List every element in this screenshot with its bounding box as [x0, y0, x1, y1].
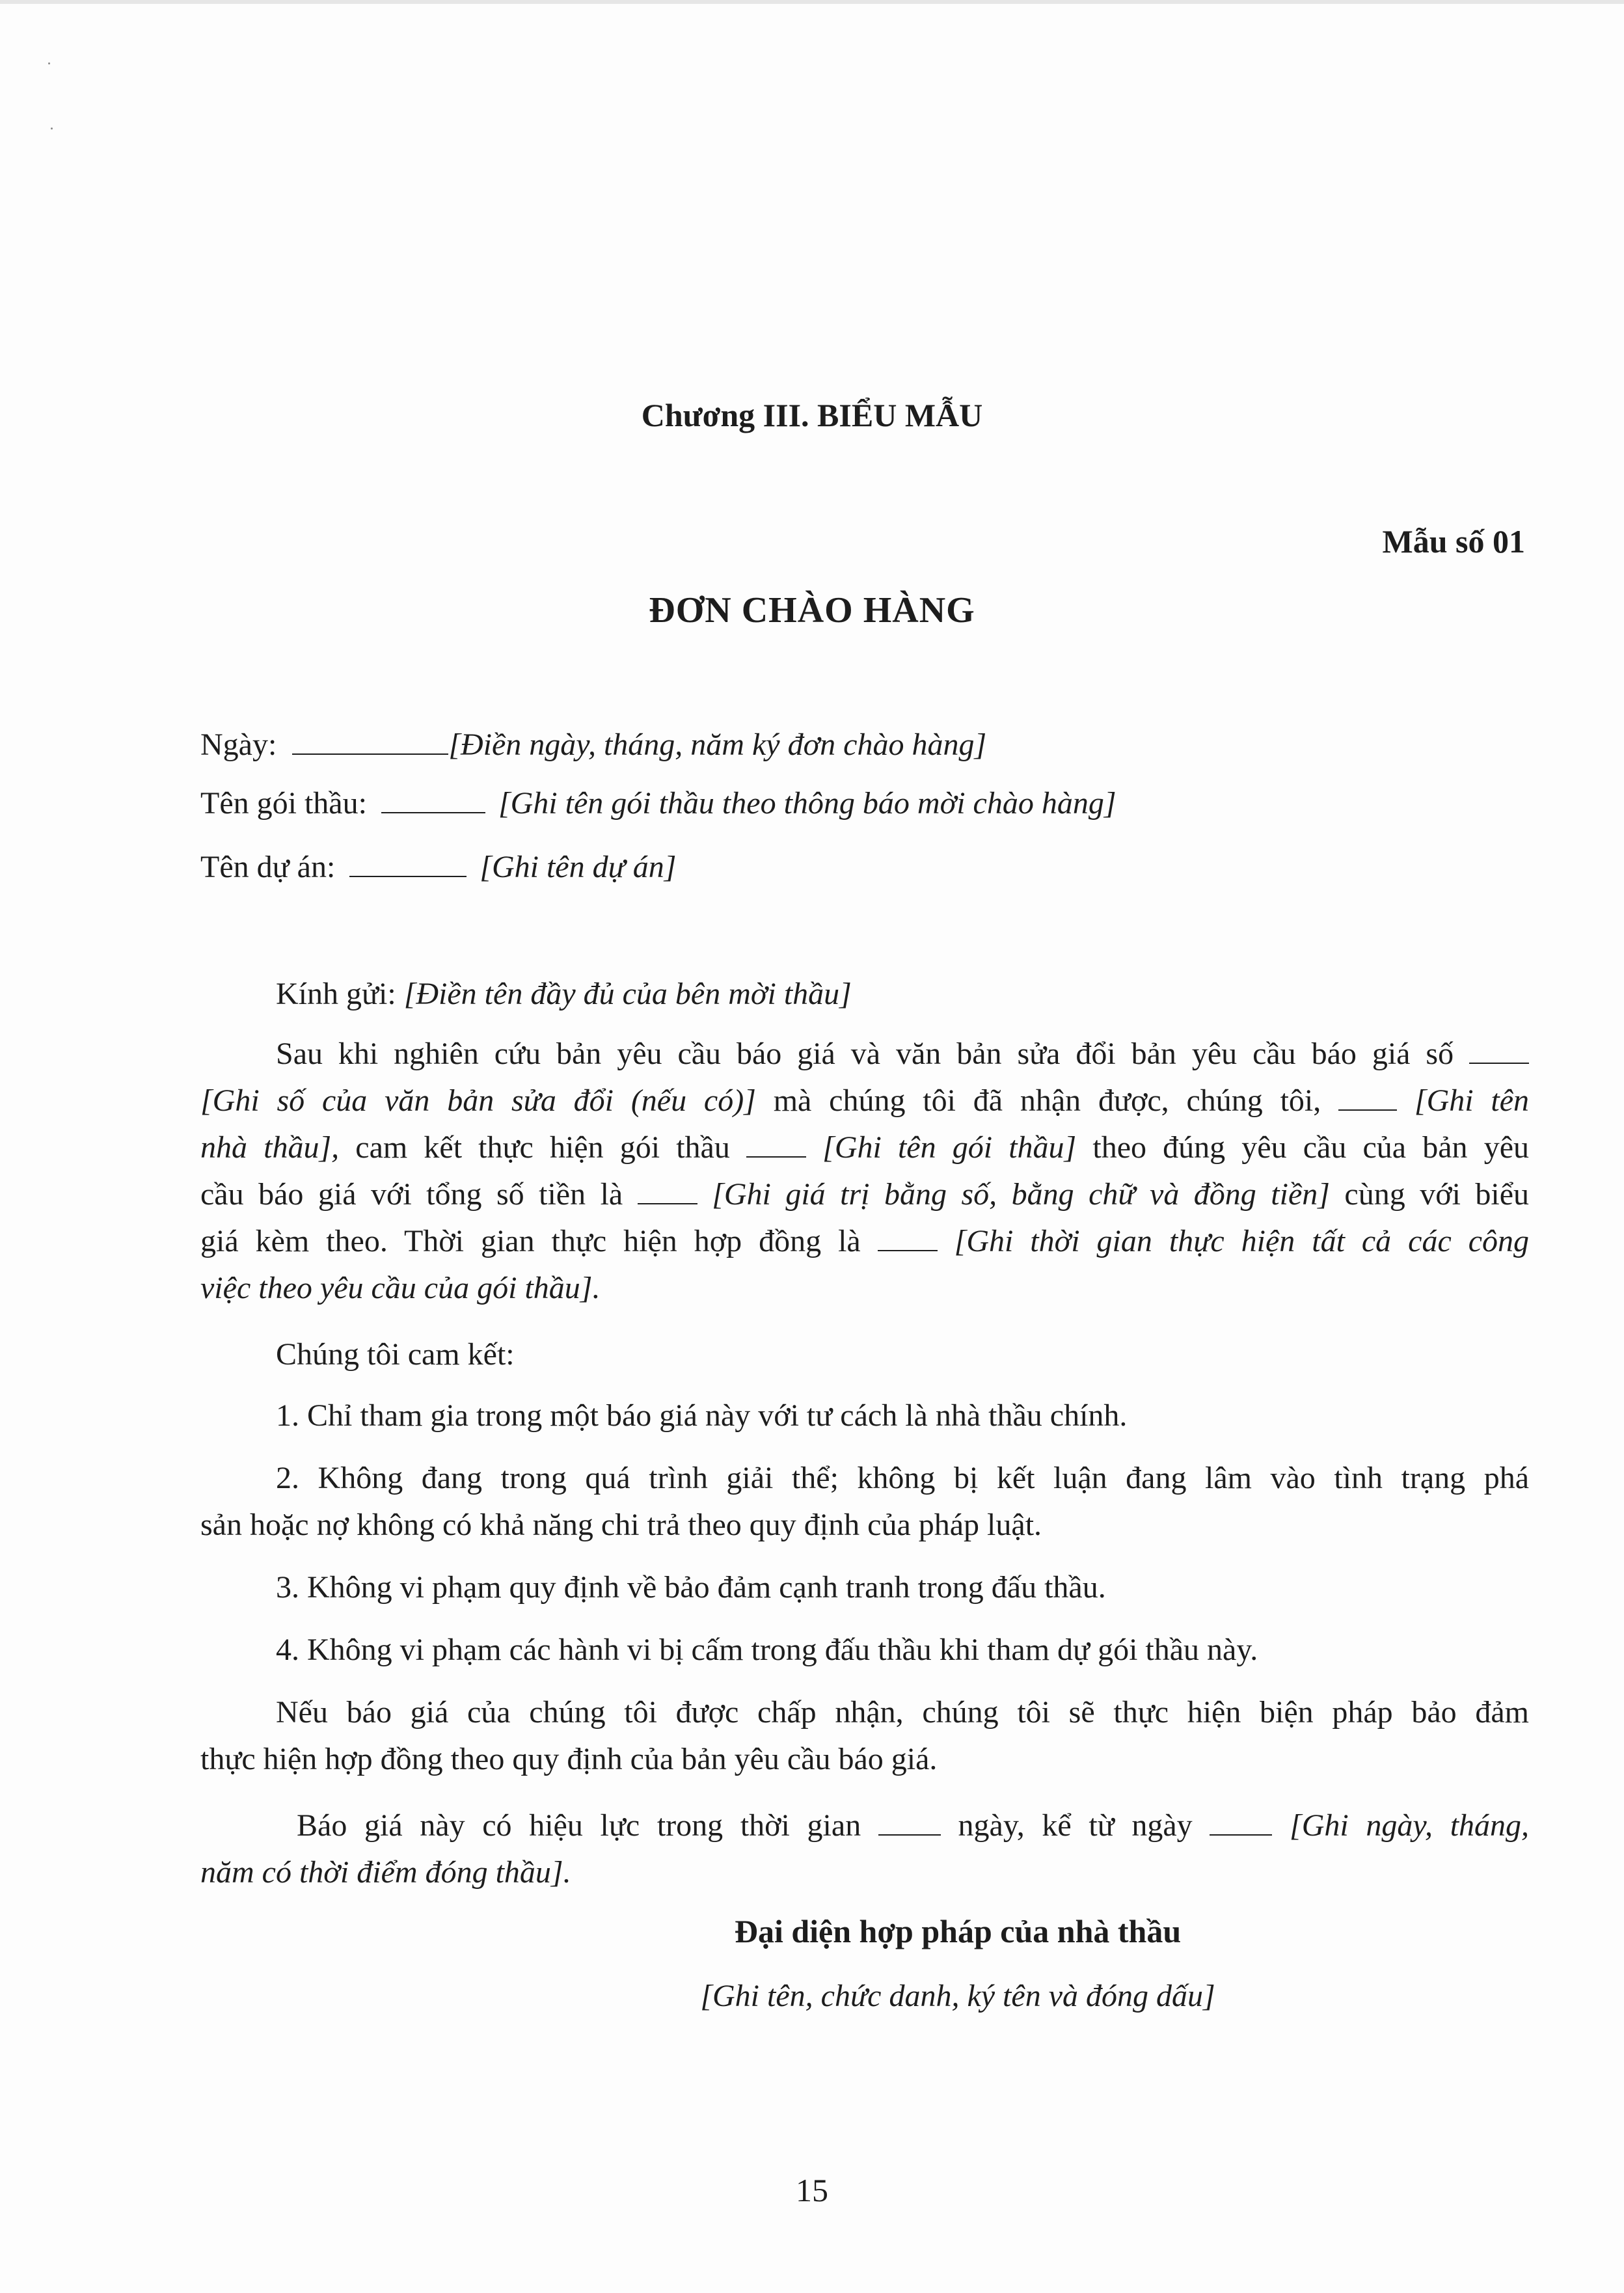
validity-line-2: [200, 1849, 571, 1896]
validity-days-blank: [878, 1808, 941, 1836]
commit-item-3: 3. Không vi phạm quy định về bảo đảm cạnh tranh trong đấu thầu.: [276, 1570, 1106, 1605]
intro-line-2: [200, 1078, 1529, 1124]
package-label: Tên gói thầu:: [200, 786, 367, 821]
intro-line-4: [200, 1171, 1529, 1218]
amendment-number-blank: [1469, 1037, 1529, 1064]
project-hint: [Ghi tên dự án]: [480, 850, 677, 884]
chapter-heading: Chương III. BIỂU MẪU: [641, 397, 983, 433]
intro-text-2: mà chúng tôi đã nhận được, chúng tôi,: [773, 1083, 1321, 1118]
commit-item-2-line-2: sản hoặc nợ không có khả năng chi trả theo quy định của pháp luật.: [200, 1508, 1042, 1542]
intro-line-3: [200, 1124, 1529, 1171]
salutation-hint: [Điền tên đầy đủ của bên mời thầu]: [403, 977, 852, 1011]
security-line-2: thực hiện hợp đồng theo quy định của bản yêu cầu báo giá.: [200, 1742, 938, 1776]
project-blank: [349, 850, 467, 877]
document-title: ĐƠN CHÀO HÀNG: [649, 590, 975, 631]
package-blank: [381, 786, 485, 813]
duration-blank: [878, 1224, 938, 1251]
validity-text-a: Báo giá này có hiệu lực trong thời gian: [297, 1808, 861, 1843]
intro-text-1: Sau khi nghiên cứu bản yêu cầu báo giá và văn bản sửa đổi bản yêu cầu báo giá số: [276, 1037, 1454, 1071]
bidder-name-hint-a: [Ghi tên: [1414, 1083, 1530, 1118]
validity-hint-a: [Ghi ngày, tháng,: [1290, 1808, 1530, 1843]
amendment-hint: [Ghi số của văn bản sửa đổi (nếu có)]: [200, 1083, 756, 1118]
commit-item-4: 4. Không vi phạm các hành vi bị cấm trong đấu thầu khi tham dự gói thầu này.: [276, 1633, 1258, 1667]
validity-text-b: ngày, kể từ ngày: [958, 1808, 1193, 1843]
intro-line-6: [200, 1265, 600, 1312]
intro-text-3b: theo đúng yêu cầu của bản yêu: [1092, 1130, 1529, 1165]
intro-text-3a: cam kết thực hiện gói thầu: [355, 1130, 730, 1165]
validity-date-blank: [1210, 1808, 1272, 1836]
duration-hint-a: [Ghi thời gian thực hiện tất cả các công: [954, 1224, 1530, 1258]
date-field-line: [200, 726, 986, 764]
price-hint: [Ghi giá trị bằng số, bằng chữ và đồng tiền]: [712, 1177, 1330, 1212]
date-label: Ngày:: [200, 727, 277, 762]
package-name-blank: [746, 1130, 806, 1158]
duration-hint-b: việc theo yêu cầu của gói thầu].: [200, 1271, 601, 1305]
bidder-name-blank: [1338, 1083, 1397, 1111]
date-hint: [Điền ngày, tháng, năm ký đơn chào hàng]: [448, 727, 987, 762]
validity-line-1: [297, 1802, 1529, 1849]
package-name-hint: [Ghi tên gói thầu]: [822, 1130, 1077, 1165]
bidder-name-hint-b: nhà thầu],: [200, 1130, 340, 1165]
intro-text-4a: cầu báo giá với tổng số tiền là: [200, 1177, 623, 1212]
signature-note: [Ghi tên, chức danh, ký tên và đóng dấu]: [700, 1979, 1215, 2013]
project-label: Tên dự án:: [200, 850, 336, 884]
date-blank: [292, 727, 448, 755]
form-number: Mẫu số 01: [1382, 523, 1525, 560]
page-number: 15: [796, 2172, 828, 2208]
package-hint: [Ghi tên gói thầu theo thông báo mời chào hàng]: [498, 786, 1116, 821]
package-field-line: [200, 785, 1116, 822]
scan-speck: [48, 62, 50, 64]
intro-line-1: [200, 1031, 1529, 1078]
salutation-label: Kính gửi:: [276, 977, 396, 1011]
intro-line-5: [200, 1218, 1529, 1265]
security-line-1: Nếu báo giá của chúng tôi được chấp nhận, chúng tôi sẽ thực hiện biện pháp bảo đảm: [276, 1695, 1529, 1730]
intro-text-5: giá kèm theo. Thời gian thực hiện hợp đồng là: [200, 1224, 861, 1258]
scan-speck: [51, 128, 53, 129]
signature-title: Đại diện hợp pháp của nhà thầu: [734, 1913, 1182, 1949]
project-field-line: [200, 848, 676, 886]
commit-item-2-line-1: 2. Không đang trong quá trình giải thể; không bị kết luận đang lâm vào tình trạng phá: [276, 1461, 1529, 1495]
salutation-line: [276, 971, 852, 1018]
commit-lead: Chúng tôi cam kết:: [276, 1337, 515, 1372]
price-blank: [638, 1177, 697, 1204]
intro-text-4b: cùng với biểu: [1344, 1177, 1530, 1212]
validity-hint-b: năm có thời điểm đóng thầu].: [200, 1855, 571, 1890]
scan-top-edge: [0, 0, 1624, 4]
commit-item-1: 1. Chỉ tham gia trong một báo giá này với tư cách là nhà thầu chính.: [276, 1398, 1128, 1433]
